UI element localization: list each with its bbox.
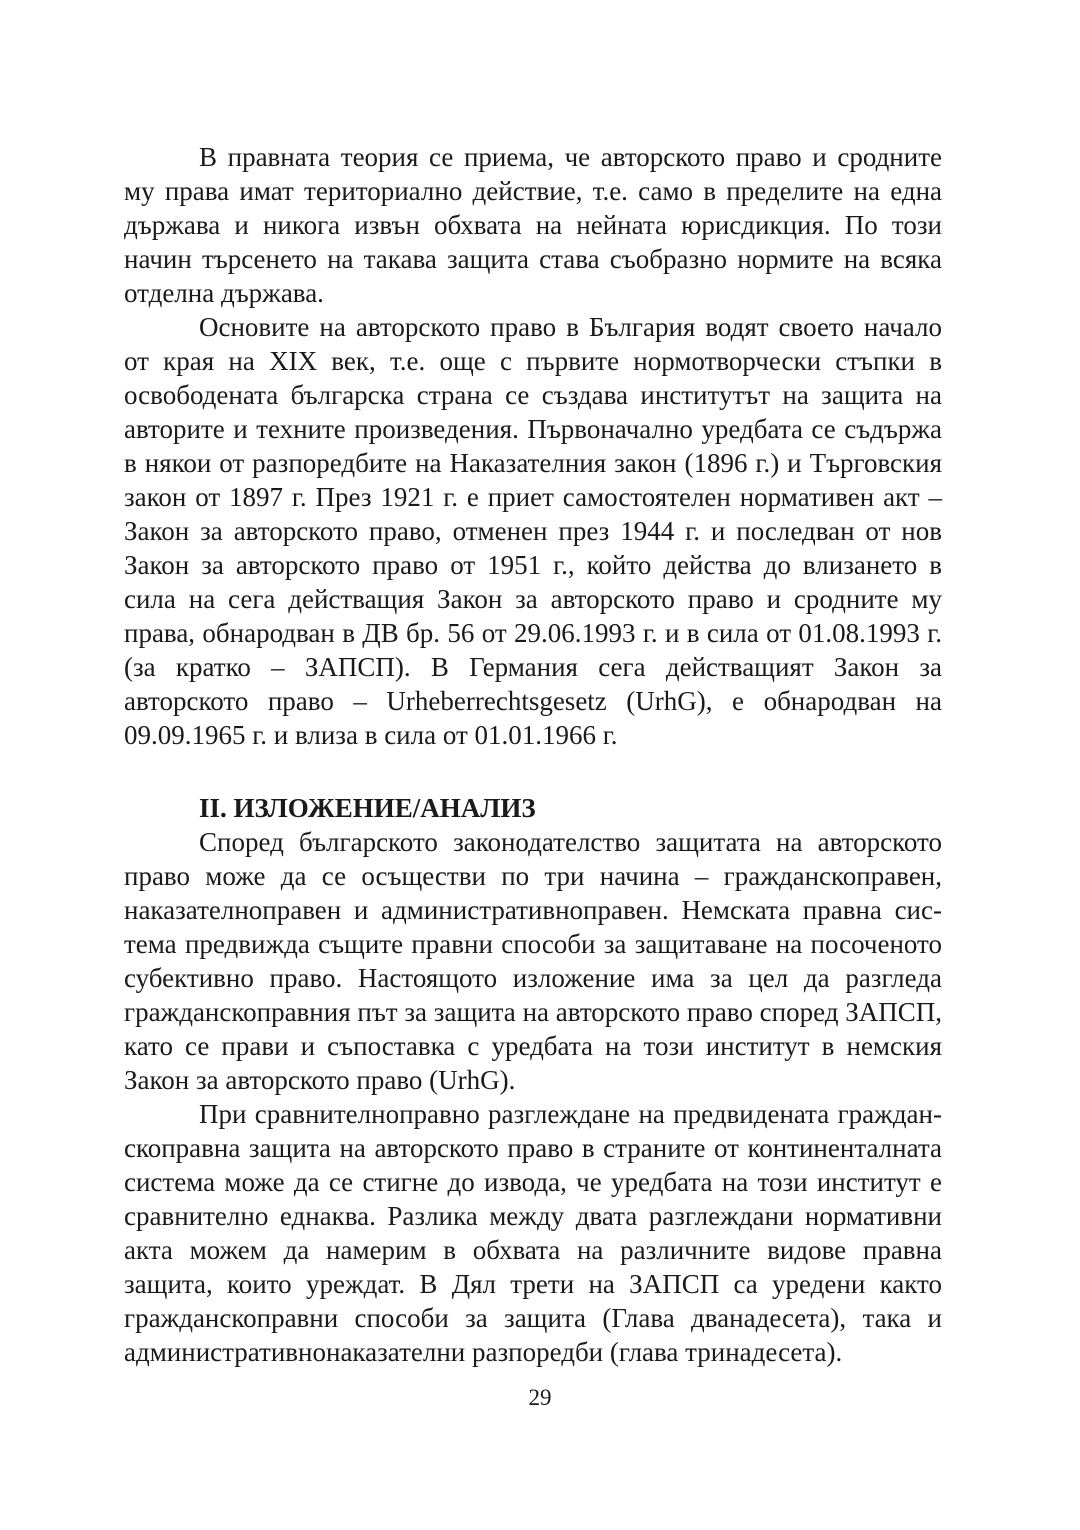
body-text xyxy=(124,140,942,1369)
section-heading: II. ИЗЛОЖЕНИЕ/АНАЛИЗ xyxy=(199,793,536,823)
page-number: 29 xyxy=(528,1385,552,1410)
paragraph-territorial-effect: В правната теория се приема, че авторското право и сродните му права имат териториално действие, т.е. само в пределите на една държава и никога извън обхвата на нейната юрисдикция. По този начин търсенето на такава защита става съобразно нормите на всяка отделна държава. xyxy=(124,142,942,308)
paragraph-comparative-analysis: При сравнителноправно разглеждане на предвидената гражданскоправна защита на авторското право в страните от континенталната система може да се стигне до извода, че уредбата на този институт е сравнително еднаква. Разлика между двата разглеждани нормативни акта можем да намерим в обхвата на различните видове правна защита, които уреждат. В Дял трети на ЗАПСП са уредени както гражданскоправни способи за защита (Глава дванадесета), така и административнонаказателни разпоредби (глава тринадесета). xyxy=(124,1099,942,1367)
paragraph-history-bulgaria: Основите на авторското право в България водят своето начало от края на XIX век, т.е. още с първите нормотворчески стъпки в освободената българска страна се създава институтът на защита на авторите и техните произведения. Първоначално уредбата се съдържа в някои от разпоредбите на Наказателния закон (1896 г.) и Търговския закон от 1897 г. През 1921 г. е приет самостоятелен нормативен акт – Закон за авторското право, отменен през 1944 г. и последван от нов Закон за авторското право от 1951 г., който действа до влизането в сила на сега действащия Закон за авторското право и сродните му права, обнародван в ДВ бр. 56 от 29.06.1993 г. и в сила от 01.08.1993 г. (за кратко – ЗАПСП). В Германия сега действащият Закон за авторското право – Urheberrechtsgesetz (UrhG), е обнародван на 09.09.1965 г. и влиза в сила от 01.01.1966 г. xyxy=(124,312,942,750)
paragraph-protection-methods: Според българското законодателство защитата на авторското право може да се осъществи по три начина – гражданскоправен, наказателноправен и административноправен. Немската правна система предвижда същите правни способи за защитаване на посоченото субективно право. Настоящото изложение има за цел да разгледа гражданскоправния път за защита на авторското право според ЗАПСП, като се прави и съпоставка с уредбата на този институт в немския Закон за авторското право (UrhG). xyxy=(124,827,942,1095)
